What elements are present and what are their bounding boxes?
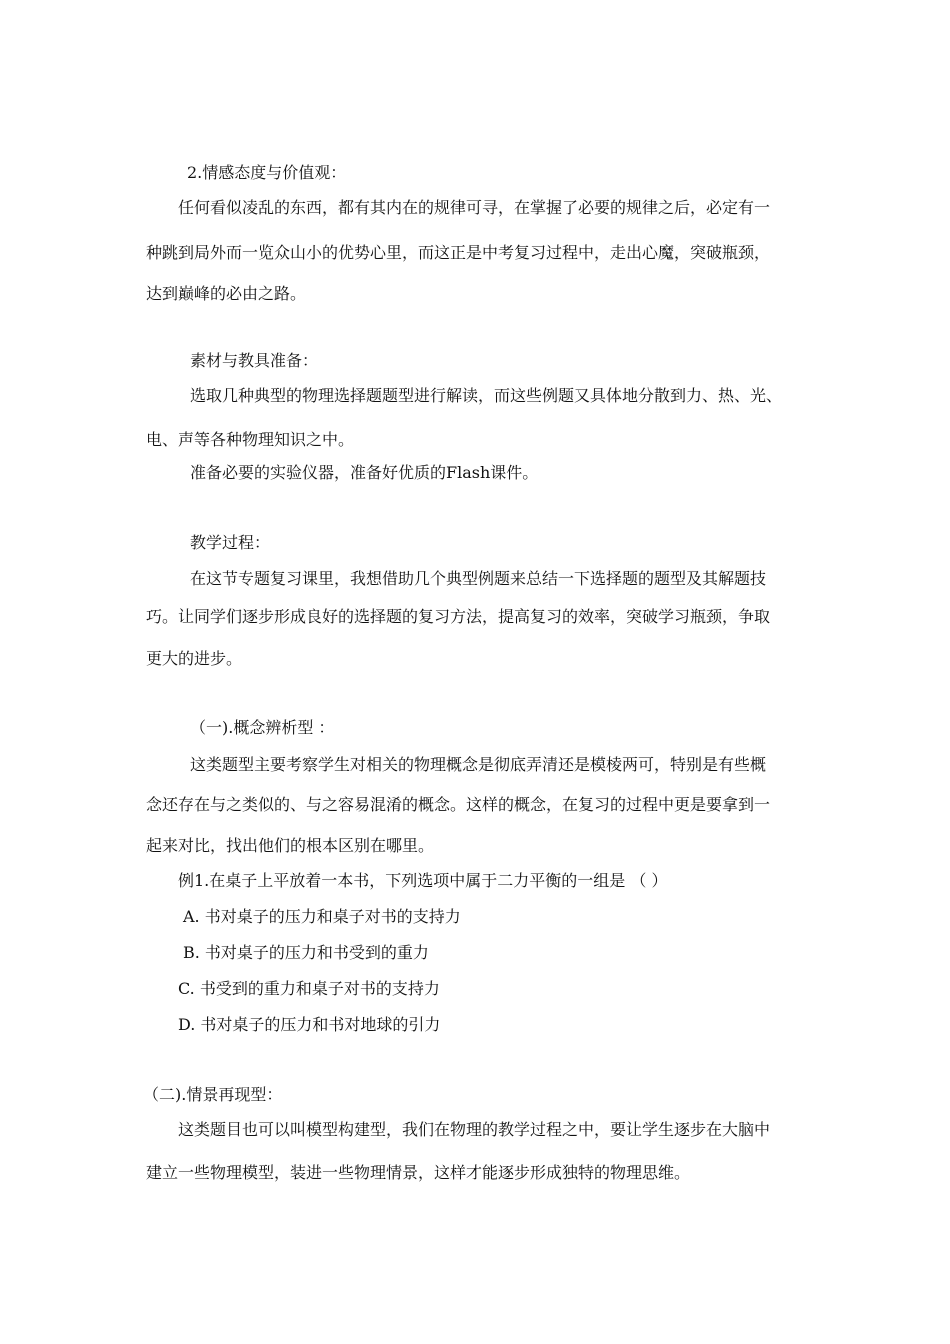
paragraph-line: 种跳到局外而一览众山小的优势心里，而这正是中考复习过程中，走出心魔，突破瓶颈，	[146, 243, 771, 262]
option-a: A. 书对桌子的压力和桌子对书的支持力	[183, 907, 461, 926]
paragraph-line: 电、声等各种物理知识之中。	[146, 430, 355, 449]
paragraph-line: 更大的进步。	[146, 649, 243, 668]
section-heading-process: 教学过程：	[190, 533, 271, 552]
paragraph-line: 任何看似凌乱的东西，都有其内在的规律可寻，在掌握了必要的规律之后，必定有一	[178, 198, 771, 217]
paragraph-line: 这类题型主要考察学生对相关的物理概念是彻底弄清还是模棱两可，特别是有些概	[190, 755, 767, 774]
paragraph-line: 这类题目也可以叫模型构建型，我们在物理的教学过程之中，要让学生逐步在大脑中	[178, 1120, 771, 1139]
option-b: B. 书对桌子的压力和书受到的重力	[183, 943, 429, 962]
paragraph-line: 起来对比，找出他们的根本区别在哪里。	[146, 836, 435, 855]
option-c: C. 书受到的重力和桌子对书的支持力	[178, 979, 440, 998]
option-d: D. 书对桌子的压力和书对地球的引力	[178, 1015, 441, 1034]
paragraph-line: 建立一些物理模型，装进一些物理情景，这样才能逐步形成独特的物理思维。	[146, 1163, 691, 1182]
section-heading-scenario: （二).情景再现型：	[143, 1085, 283, 1104]
paragraph-line: 念还存在与之类似的、与之容易混淆的概念。这样的概念，在复习的过程中更是要拿到一	[146, 795, 771, 814]
example-question: 例1.在桌子上平放着一本书，下列选项中属于二力平衡的一组是 （ ）	[178, 871, 668, 890]
paragraph-line: 达到巅峰的必由之路。	[146, 284, 307, 303]
section-heading-materials: 素材与教具准备：	[190, 351, 319, 370]
paragraph-line: 准备必要的实验仪器，准备好优质的Flash课件。	[190, 463, 539, 482]
section-heading-values: 2.情感态度与价值观：	[187, 163, 347, 182]
paragraph-line: 巧。让同学们逐步形成良好的选择题的复习方法，提高复习的效率，突破学习瓶颈，争取	[146, 607, 771, 626]
paragraph-line: 选取几种典型的物理选择题题型进行解读，而这些例题又具体地分散到力、热、光、	[190, 386, 783, 405]
section-heading-concept: （一).概念辨析型 ：	[190, 718, 335, 737]
paragraph-line: 在这节专题复习课里，我想借助几个典型例题来总结一下选择题的题型及其解题技	[190, 569, 767, 588]
